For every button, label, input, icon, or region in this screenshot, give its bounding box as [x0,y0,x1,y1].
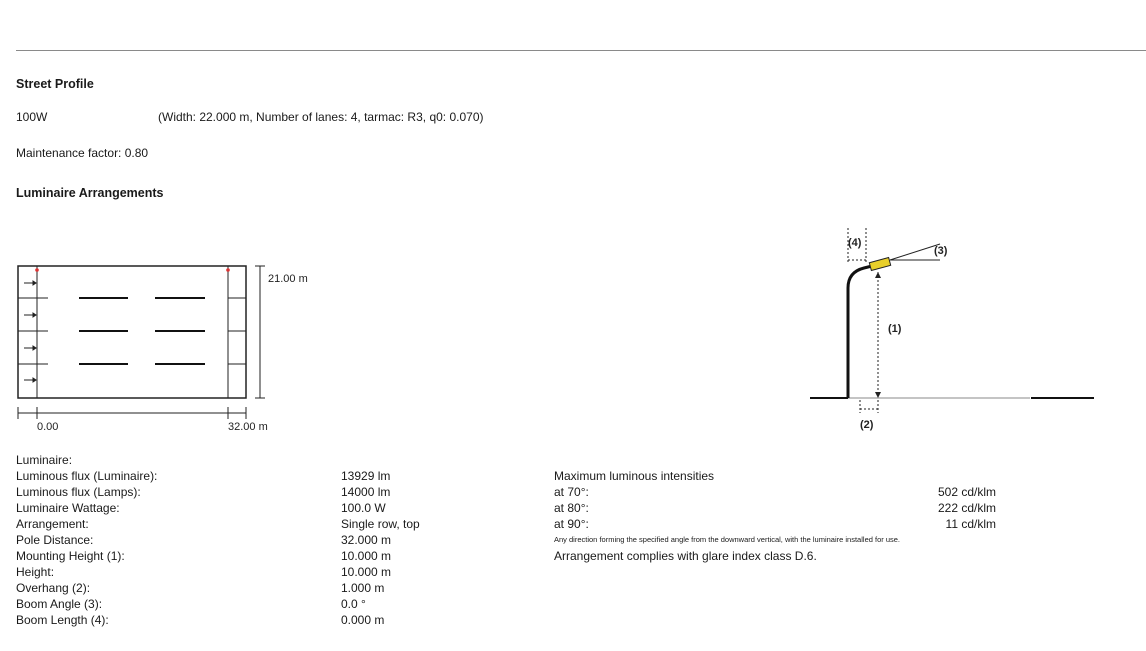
luminaire-head [869,258,890,271]
label-4: (4) [848,237,862,249]
label-3: (3) [934,245,948,257]
label-flux-luminaire: Luminous flux (Luminaire): [16,469,158,483]
x-end-label: 32.00 m [228,421,268,433]
luminaire-arrangements-heading: Luminaire Arrangements [16,186,164,200]
value-arrangement: Single row, top [341,517,420,531]
value-height: 10.000 m [341,565,392,579]
intensity-value-90: 11 cd/klm [945,517,996,531]
label-pole-distance: Pole Distance: [16,533,94,547]
value-overhang: 1.000 m [341,581,385,595]
value-boom-length: 0.000 m [341,613,385,627]
intensities-title: Maximum luminous intensities [554,469,715,483]
luminaire-left-marker [35,268,39,272]
label-arrangement: Arrangement: [16,517,89,531]
label-2: (2) [860,419,874,431]
profile-name: 100W [16,110,48,124]
label-luminaire: Luminaire: [16,453,73,467]
side-view-diagram [800,220,1100,440]
intensities-note: Any direction forming the specified angle from the downward vertical, with the luminaire installed for use. [554,535,901,544]
luminaire-right-marker [226,268,230,272]
lane-dashes [79,298,205,364]
value-mounting-height: 10.000 m [341,549,392,563]
height-dimension [255,266,265,398]
profile-details: (Width: 22.000 m, Number of lanes: 4, tarmac: R3, q0: 0.070) [158,110,484,124]
label-mounting-height: Mounting Height (1): [16,549,125,563]
intensity-value-70: 502 cd/klm [937,485,996,499]
label-flux-lamps: Luminous flux (Lamps): [16,485,141,499]
street-profile-heading: Street Profile [16,77,94,91]
value-wattage: 100.0 W [341,501,386,515]
label-overhang: Overhang (2): [16,581,91,595]
value-flux-lamps: 14000 lm [341,485,391,499]
value-boom-angle: 0.0 ° [341,597,366,611]
intensity-value-80: 222 cd/klm [937,501,996,515]
width-dimension [18,407,246,419]
pole [848,265,876,398]
intensity-label-80: at 80°: [554,501,589,515]
x-start-label: 0.00 [37,421,59,433]
overhang-dimension [860,400,878,413]
label-boom-length: Boom Length (4): [16,613,109,627]
maintenance-factor: Maintenance factor: 0.80 [16,146,149,160]
street-outline [18,266,246,398]
label-1: (1) [888,323,902,335]
label-wattage: Luminaire Wattage: [16,501,120,515]
boom-angle-lines [890,244,940,260]
intensity-row-70 [554,484,996,500]
intensity-label-90: at 90°: [554,517,589,531]
intensity-row-80 [554,500,996,516]
label-boom-angle: Boom Angle (3): [16,597,103,611]
lane-tick-marks [18,298,246,364]
luminous-intensities [554,468,996,564]
plan-view-diagram [0,255,308,440]
compliance-text: Arrangement complies with glare index class D.6. [554,549,817,563]
intensity-row-90 [554,516,996,532]
luminaire-labels [16,452,157,628]
luminaire-values [341,468,420,628]
value-pole-distance: 32.000 m [341,533,392,547]
value-flux-luminaire: 13929 lm [341,469,391,483]
label-height: Height: [16,565,55,579]
height-label: 21.00 m [268,273,308,285]
intensity-label-70: at 70°: [554,485,589,499]
top-rule [16,50,1146,51]
